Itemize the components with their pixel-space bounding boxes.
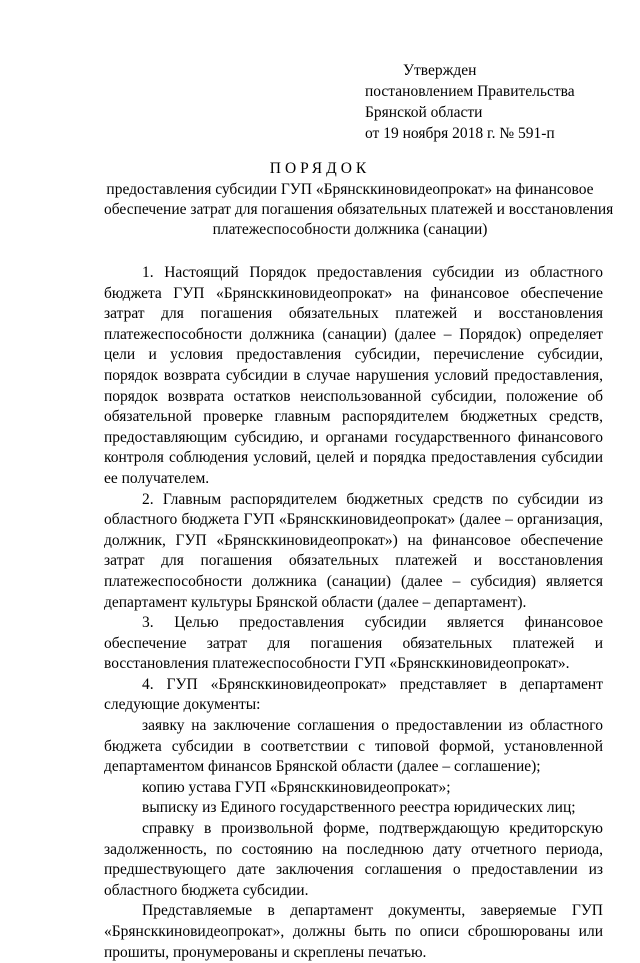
approval-block [365, 60, 627, 144]
paragraph-1: 1. Настоящий Порядок предоставления субсидии из областного бюджета ГУП «Брянсккиновидеопрокат» на финансовое обеспечение затрат для погашения обязательных платежей и восстановления платежеспособности должника (санации) (далее – Порядок) определяет цели и условия предоставления субсидии, перечисление субсидии, порядок возврата субсидии в случае нарушения условий предоставления, порядок возврата остатков неиспользованной субсидии, положение об обязательной проверке главным распорядителем бюджетных средств, предоставляющим субсидию, и органами государственного финансового контроля соблюдения условий, целей и порядка предоставления субсидии ее получателем. [104, 264, 603, 487]
paragraph-4-item-application: заявку на заключение соглашения о предоставлении из областного бюджета субсидии в соответствии с типовой формой, установленной департаментом финансов Брянской области (далее – соглашение); [104, 717, 603, 776]
paragraph-4: 4. ГУП «Брянсккиновидеопрокат» представляет в департамент следующие документы: [104, 675, 603, 714]
subtitle-line-3: платежеспособности должника (санации) [212, 221, 488, 238]
subtitle-line-1: предоставления субсидии ГУП «Брянсккиновидеопрокат» на финансовое [106, 181, 594, 198]
paragraph-4-item-registry: выписку из Единого государственного реестра юридических лиц; [142, 799, 576, 817]
subtitle-line-2: обеспечение затрат для погашения обязательных платежей и восстановления [104, 201, 614, 218]
paragraph-2: 2. Главным распорядителем бюджетных средств по субсидии из областного бюджета ГУП «Брянсккиновидеопрокат» (далее – организация, должник, ГУП «Брянсккиновидеопрокат») на финансовое обеспечение затрат для погашения обязательных платежей и восстановления платежеспособности должника (санации) (далее – субсидия) является департамент культуры Брянской области (далее – департамент). [104, 490, 603, 611]
document-title: ПОРЯДОК [269, 160, 371, 177]
paragraph-4-item-certificate: справку в произвольной форме, подтверждающую кредиторскую задолженность, по состоянию на последнюю дату отчетного периода, предшествующего дате заключения соглашения о предоставлении из областного бюджета субсидии. [104, 820, 603, 899]
approval-line-2: постановлением Правительства [365, 83, 575, 100]
document-subtitle [104, 180, 614, 240]
approval-line-4: от 19 ноября 2018 г. № 591-п [365, 125, 555, 142]
paragraph-5: Представляемые в департамент документы, заверяемые ГУП «Брянсккиновидеопрокат», должны быть по описи сброшюрованы или прошиты, пронумерованы и скреплены печатью. [104, 902, 603, 961]
paragraph-3: 3. Целью предоставления субсидии является финансовое обеспечение затрат для погашения обязательных платежей и восстановления платежеспособности ГУП «Брянсккиновидеопрокат». [104, 614, 603, 673]
approval-line-1: Утвержден [403, 62, 477, 79]
approval-line-3: Брянской области [365, 104, 483, 121]
paragraph-4-item-charter: копию устава ГУП «Брянсккиновидеопрокат»; [142, 778, 451, 796]
document-body [104, 263, 603, 963]
